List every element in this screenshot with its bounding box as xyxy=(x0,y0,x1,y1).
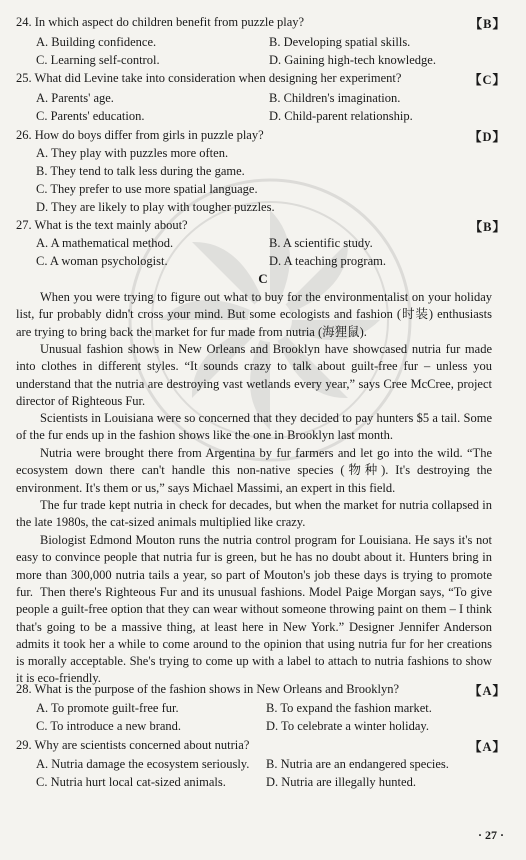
question-29-option-c: C. Nutria hurt local cat-sized animals. xyxy=(36,775,226,789)
question-28-option-a: A. To promote guilt-free fur. xyxy=(36,701,179,715)
question-29-stem: 29. Why are scientists concerned about nutria? xyxy=(16,738,250,752)
question-24-option-a: A. Building confidence. xyxy=(36,35,157,49)
question-24-option-d: D. Gaining high-tech knowledge. xyxy=(269,53,436,67)
passage-paragraph-7: Then there's Righteous Fur and its unusual fashions. Model Paige Morgan says, “To give people a guilt-free option that they can wear without someone throwing paint on them – I think that's going to be a massive thing, at least here in New York.” Designer Jennifer Anderson admits it took her a while to come around to the opinion that using nutria fur for her creations is morally acceptable. She's trying to come up with a label to attach to nutria fashions to show it is eco-friendly. xyxy=(16,585,492,686)
question-26-option-c: C. They prefer to use more spatial language. xyxy=(36,182,258,196)
question-25-option-c: C. Parents' education. xyxy=(36,109,145,123)
passage-paragraph-3: Scientists in Louisiana were so concerned that they decided to pay hunters $5 a tail. Some of the fur ends up in the fashion shows like the one in Brooklyn last month. xyxy=(16,411,492,443)
question-29-answer: 【A】 xyxy=(468,740,506,754)
question-27-option-d: D. A teaching program. xyxy=(269,254,386,268)
question-24-answer: 【B】 xyxy=(469,17,506,31)
question-29-option-d: D. Nutria are illegally hunted. xyxy=(266,775,416,789)
question-28-stem: 28. What is the purpose of the fashion shows in New Orleans and Brooklyn? xyxy=(16,682,400,696)
question-26-option-a: A. They play with puzzles more often. xyxy=(36,146,229,160)
question-25-stem: 25. What did Levine take into consideration when designing her experiment? xyxy=(16,71,402,85)
question-24-option-b: B. Developing spatial skills. xyxy=(269,35,411,49)
question-27-option-b: B. A scientific study. xyxy=(269,236,373,250)
question-26-option-d: D. They are likely to play with tougher puzzles. xyxy=(36,200,275,214)
question-28-option-d: D. To celebrate a winter holiday. xyxy=(266,719,429,733)
question-26-option-b: B. They tend to talk less during the game. xyxy=(36,164,245,178)
passage-paragraph-1: When you were trying to figure out what to buy for the environmentalist on your holiday list, fur probably didn't cross your mind. But some ecologists and fashion (时装) enthusiasts are trying to bring back the market for fur made from nutria (海狸鼠). xyxy=(16,290,492,339)
passage-paragraph-5: The fur trade kept nutria in check for decades, but when the market for nutria collapsed in the late 1980s, the cat-sized animals multiplied like crazy. xyxy=(16,498,492,530)
question-27-stem: 27. What is the text mainly about? xyxy=(16,218,188,232)
question-25-option-a: A. Parents' age. xyxy=(36,91,114,105)
question-29-option-b: B. Nutria are an endangered species. xyxy=(266,757,449,771)
question-28-option-c: C. To introduce a new brand. xyxy=(36,719,182,733)
passage-paragraph-2: Unusual fashion shows in New Orleans and Brooklyn have showcased nutria fur made into clothes in different styles. “It sounds crazy to talk about guilt-free fur – unless you understand that the nutria are destroying vast wetlands every year,” says Cree McCree, project director of Righteous Fur. xyxy=(16,342,492,408)
page-number: · 27 · xyxy=(477,828,504,842)
question-26-answer: 【D】 xyxy=(468,130,506,144)
question-28-option-b: B. To expand the fashion market. xyxy=(266,701,432,715)
question-27-answer: 【B】 xyxy=(469,220,506,234)
question-28-answer: 【A】 xyxy=(468,684,506,698)
question-27-option-c: C. A woman psychologist. xyxy=(36,254,168,268)
passage-paragraph-6: Biologist Edmond Mouton runs the nutria control program for Louisiana. He says it's not easy to convince people that nutria fur is green, but he has no doubt about it. Hunters bring in more than 300,000 nutria tails a year, so part of Mouton's job these days is trying to promote fur. xyxy=(16,533,492,599)
question-25-option-d: D. Child-parent relationship. xyxy=(269,109,413,123)
passage-paragraph-4: Nutria were brought there from Argentina by fur farmers and let go into the wild. “The ecosystem down there can't handle this non-native species (物种). It's destroying the environment. It's them or us,” says Michael Massimi, an expert in this field. xyxy=(16,446,492,495)
question-29-option-a: A. Nutria damage the ecosystem seriously. xyxy=(36,757,250,771)
question-24-option-c: C. Learning self-control. xyxy=(36,53,160,67)
question-27-option-a: A. A mathematical method. xyxy=(36,236,174,250)
question-25-answer: 【C】 xyxy=(468,73,506,87)
question-24-stem: 24. In which aspect do children benefit from puzzle play? xyxy=(16,15,305,29)
section-heading: C xyxy=(258,271,268,286)
question-26-stem: 26. How do boys differ from girls in puzzle play? xyxy=(16,128,264,142)
question-25-option-b: B. Children's imagination. xyxy=(269,91,401,105)
